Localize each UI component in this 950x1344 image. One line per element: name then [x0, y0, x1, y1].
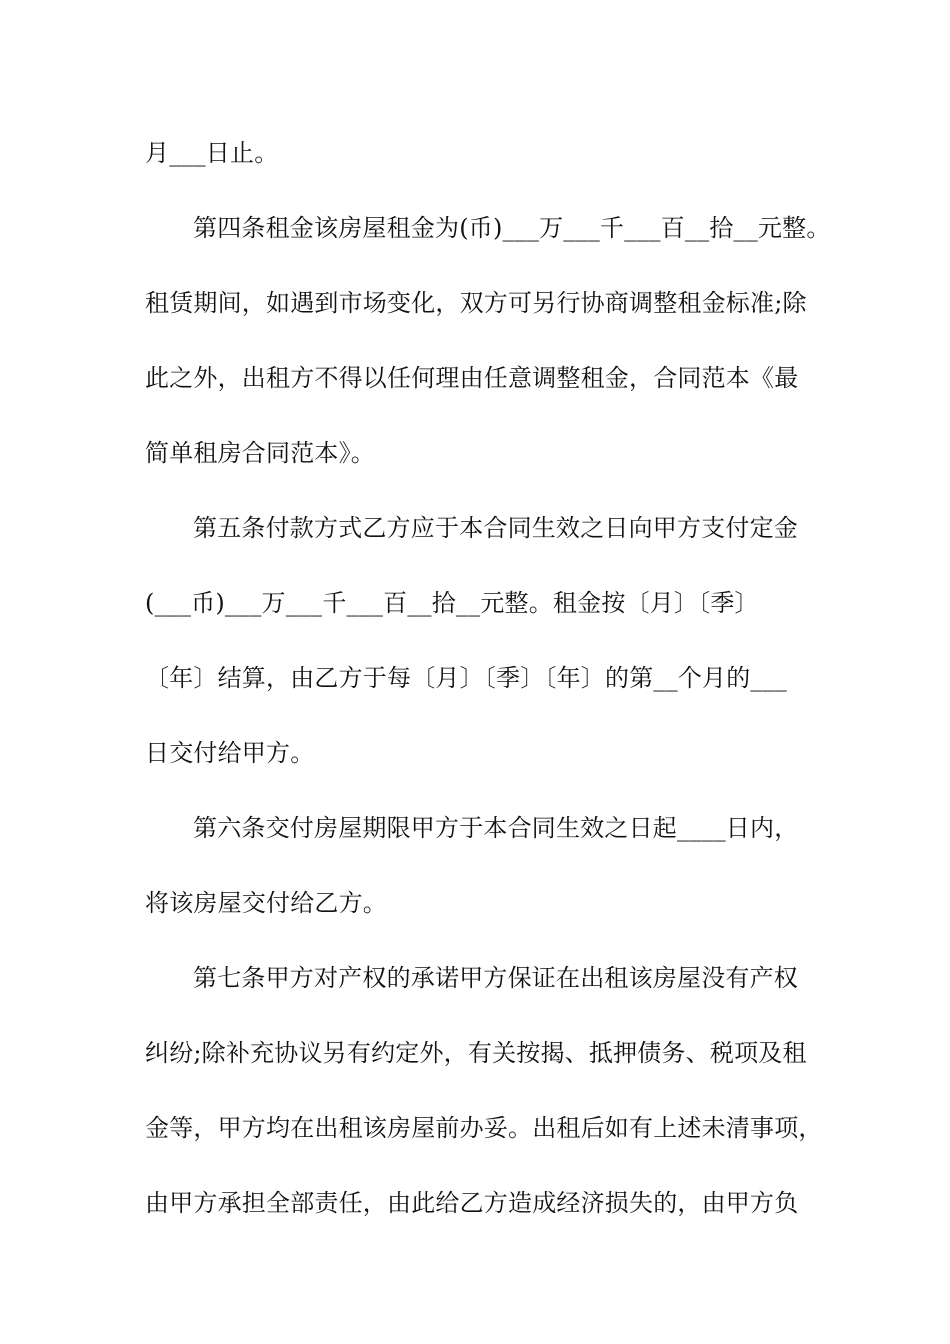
paragraph-article-7-line-1: 第七条甲方对产权的承诺甲方保证在出租该房屋没有产权 — [193, 964, 798, 992]
paragraph-article-5-line-4: 日交付给甲方。 — [145, 739, 315, 767]
paragraph-article-4-line-2: 租赁期间，如遇到市场变化，双方可另行协商调整租金标准;除 — [145, 289, 807, 317]
paragraph-article-7-line-3: 金等，甲方均在出租该房屋前办妥。出租后如有上述未清事项， — [145, 1114, 823, 1142]
paragraph-article-5-line-2: (___币)___万___千___百__拾__元整。租金按〔月〕〔季〕 — [145, 589, 759, 617]
paragraph-article-4-line-3: 此之外，出租方不得以任何理由任意调整租金，合同范本《最 — [145, 364, 799, 392]
paragraph-article-6-line-1: 第六条交付房屋期限甲方于本合同生效之日起____日内， — [193, 814, 799, 842]
paragraph-article-6-line-2: 将该房屋交付给乙方。 — [145, 889, 387, 917]
paragraph-article-7-line-4: 由甲方承担全部责任，由此给乙方造成经济损失的，由甲方负 — [145, 1189, 799, 1217]
paragraph-article-4-line-1: 第四条租金该房屋租金为(币)___万___千___百__拾__元整。 — [193, 214, 831, 242]
paragraph-article-5-line-3: 〔年〕结算，由乙方于每〔月〕〔季〕〔年〕的第__个月的___ — [145, 664, 787, 692]
text-line-1: 月___日止。 — [145, 139, 279, 167]
paragraph-article-4-line-4: 简单租房合同范本》。 — [145, 439, 375, 467]
paragraph-article-5-line-1: 第五条付款方式乙方应于本合同生效之日向甲方支付定金 — [193, 514, 798, 542]
paragraph-article-7-line-2: 纠纷;除补充协议另有约定外，有关按揭、抵押债务、税项及租 — [145, 1039, 807, 1067]
